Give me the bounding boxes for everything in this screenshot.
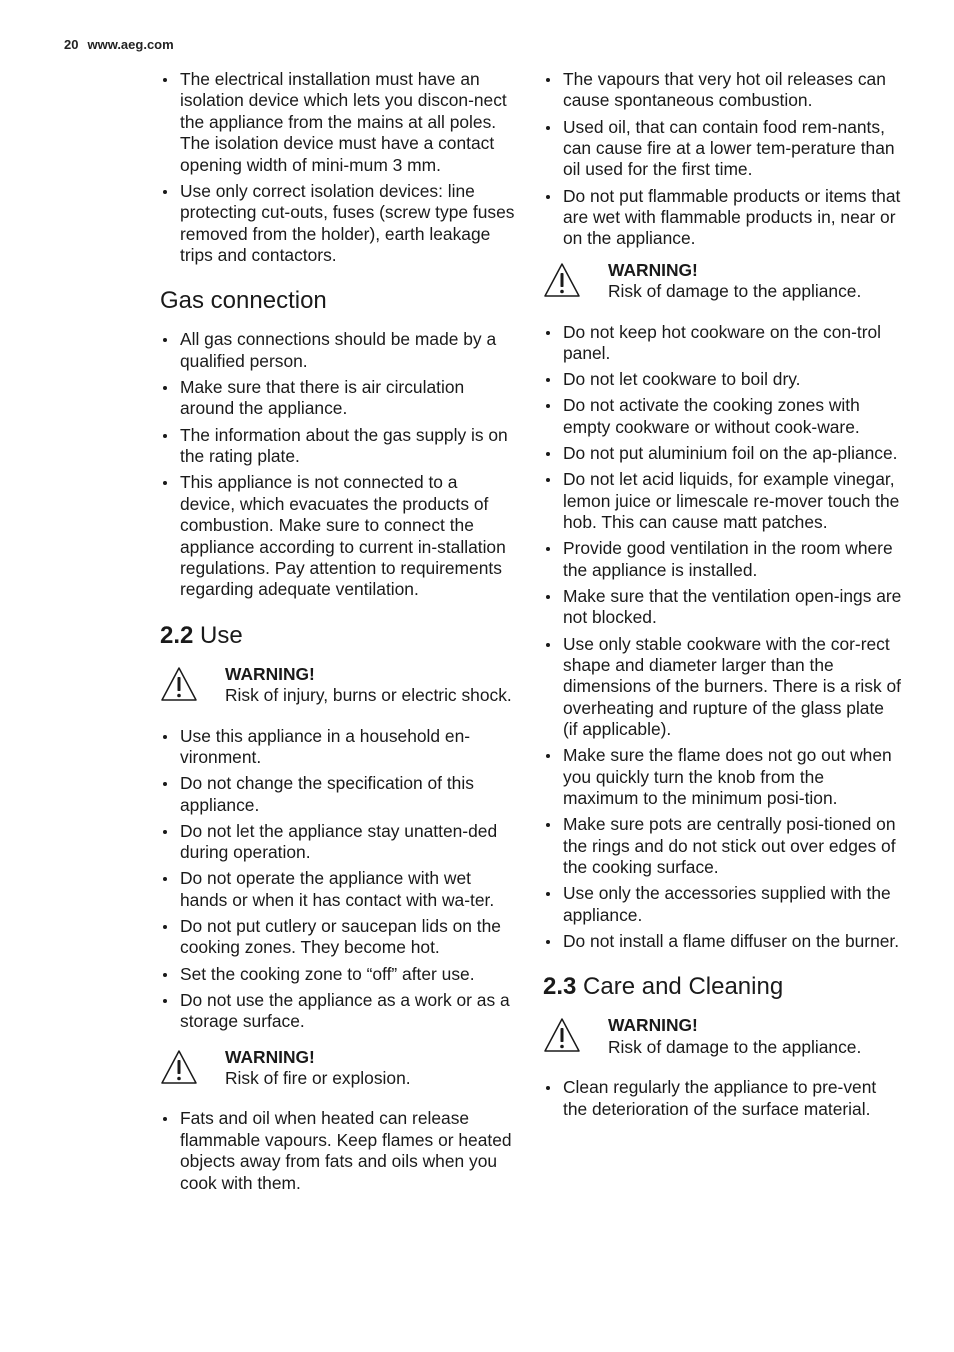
care-list (543, 1077, 903, 1120)
warning-title: WARNING! (608, 1015, 698, 1036)
list-item: Do not install a flame diffuser on the burner. (543, 931, 903, 952)
list-item: Use only the accessories supplied with the appliance. (543, 883, 903, 926)
list-item: Do not put aluminium foil on the ap-pliance. (543, 443, 903, 464)
use-heading (160, 622, 516, 650)
warning-title: WARNING! (225, 1046, 315, 1067)
list-item: Use only correct isolation devices: line protecting cut-outs, fuses (screw type fuses removed from the holder), earth leakage trips and contactors. (160, 181, 516, 267)
list-item: Do not let acid liquids, for example vinegar, lemon juice or limescale re-mover touch the hob. This can cause matt patches. (543, 469, 903, 533)
list-item: Do not put flammable products or items that are wet with flammable products in, near or on the appliance. (543, 186, 903, 250)
list-item: Use this appliance in a household en-vironment. (160, 726, 516, 769)
list-item: Set the cooking zone to “off” after use. (160, 964, 516, 985)
list-item: Do not use the appliance as a work or as a storage surface. (160, 990, 516, 1033)
use-list (160, 726, 516, 1033)
warning-text: Risk of injury, burns or electric shock. (225, 685, 512, 706)
page-header (64, 37, 174, 52)
care-cleaning-heading (543, 973, 903, 1001)
list-item: Provide good ventilation in the room where the appliance is installed. (543, 538, 903, 581)
warning-text: Risk of damage to the appliance. (608, 1036, 862, 1057)
list-item: Do not keep hot cookware on the con-trol panel. (543, 322, 903, 365)
gas-connection-list (160, 329, 516, 600)
list-item: Make sure that the ventilation open-ings are not blocked. (543, 586, 903, 629)
warning-box-care (543, 1015, 903, 1058)
site-url[interactable]: www.aeg.com (87, 37, 174, 52)
fire-list-continued (543, 69, 903, 250)
list-item: Do not let cookware to boil dry. (543, 369, 903, 390)
fire-list (160, 1108, 516, 1194)
list-item: Clean regularly the appliance to pre-vent the deterioration of the surface material. (543, 1077, 903, 1120)
gas-connection-heading: Gas connection (160, 287, 327, 315)
warning-text: Risk of fire or explosion. (225, 1068, 411, 1088)
care-heading-title: Care and Cleaning (583, 973, 784, 1001)
warning-box-damage (543, 260, 903, 303)
list-item: All gas connections should be made by a qualified person. (160, 329, 516, 372)
use-heading-number: 2.2 (160, 621, 194, 649)
list-item: Do not put cutlery or saucepan lids on the cooking zones. They become hot. (160, 916, 516, 959)
right-column (543, 69, 903, 1125)
list-item: The vapours that very hot oil releases can cause spontaneous combustion. (543, 69, 903, 112)
warning-triangle-icon (160, 666, 198, 702)
list-item: The electrical installation must have an isolation device which lets you discon-nect the appliance from the mains at all poles. The isolation device must have a contact opening width of mini-mum 3 mm. (160, 69, 516, 176)
warning-triangle-icon (543, 262, 581, 298)
electrical-list (160, 69, 516, 266)
left-column (160, 69, 516, 1199)
list-item: Make sure that there is air circulation around the appliance. (160, 377, 516, 420)
page-number: 20 (64, 37, 79, 52)
list-item: Fats and oil when heated can release flammable vapours. Keep flames or heated objects away from fats and oils when you cook with them. (160, 1108, 516, 1194)
list-item: Make sure the flame does not go out when you quickly turn the knob from the maximum to the minimum posi-tion. (543, 745, 903, 809)
list-item: Use only stable cookware with the cor-rect shape and diameter larger than the dimensions of the burners. There is a risk of overheating and rupture of the glass plate (if applicable). (543, 634, 903, 741)
warning-triangle-icon (543, 1017, 581, 1053)
warning-text: Risk of damage to the appliance. (608, 281, 862, 302)
list-item: Used oil, that can contain food rem-nants, can cause fire at a lower tem-perature than oil used for the first time. (543, 117, 903, 181)
list-item: Do not operate the appliance with wet hands or when it has contact with wa-ter. (160, 868, 516, 911)
list-item: Do not change the specification of this appliance. (160, 773, 516, 816)
warning-box-fire (160, 1047, 516, 1090)
list-item: Do not let the appliance stay unatten-ded during operation. (160, 821, 516, 864)
use-heading-title: Use (200, 621, 243, 649)
care-heading-number: 2.3 (543, 973, 577, 1001)
warning-triangle-icon (160, 1049, 198, 1085)
warning-title: WARNING! (608, 259, 698, 280)
warning-title: WARNING! (225, 663, 315, 684)
list-item: This appliance is not connected to a device, which evacuates the products of combustion. Make sure to connect the appliance according to current in-stallation regulations. Pay attention to requirements regarding adequate ventilation. (160, 472, 516, 600)
list-item: The information about the gas supply is on the rating plate. (160, 425, 516, 468)
warning-box-injury (160, 664, 516, 707)
damage-list (543, 322, 903, 953)
list-item: Do not activate the cooking zones with empty cookware or without cook-ware. (543, 395, 903, 438)
list-item: Make sure pots are centrally posi-tioned on the rings and do not stick out over edges of the cooking surface. (543, 814, 903, 878)
